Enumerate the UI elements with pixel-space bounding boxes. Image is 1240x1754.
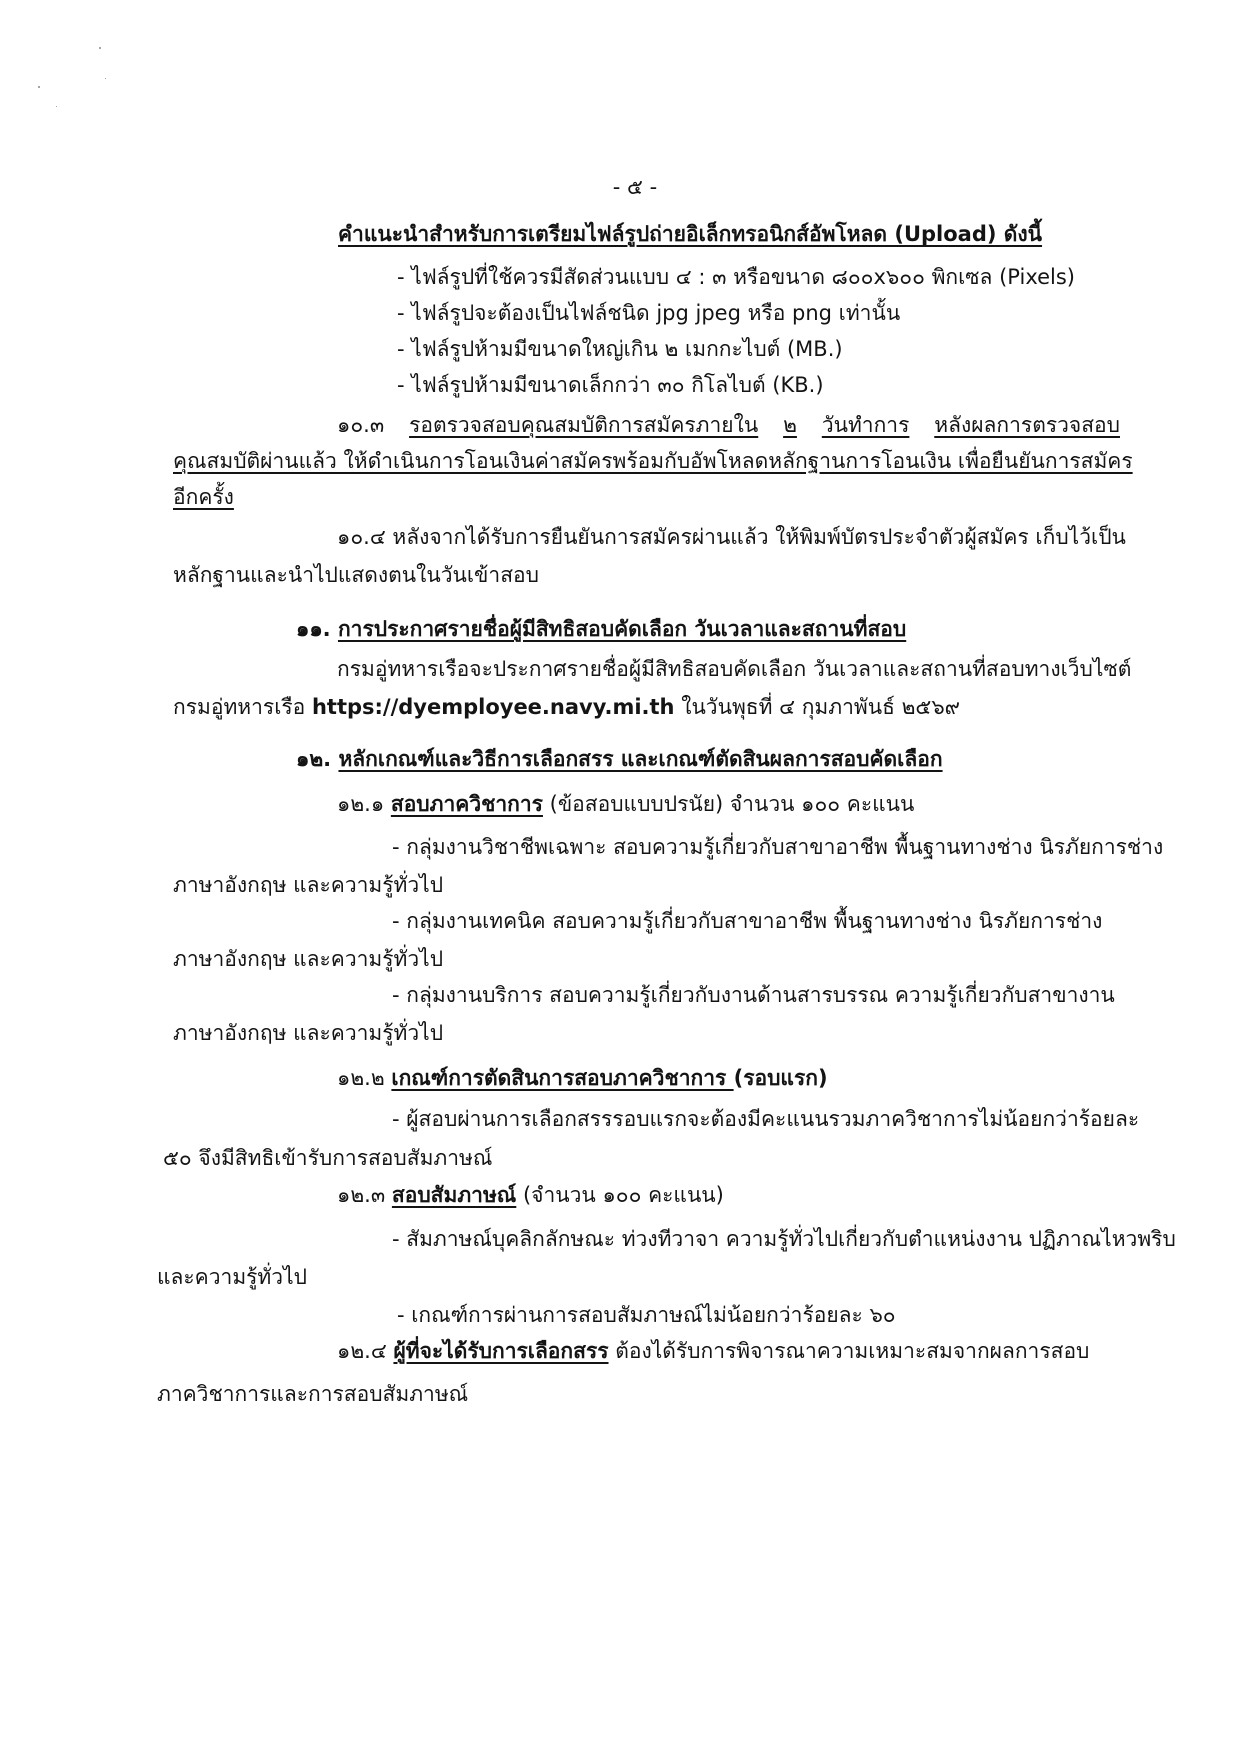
- section-number: ๑๐.๓: [337, 413, 385, 437]
- section-title: การประกาศรายชื่อผู้มีสิทธิสอบคัดเลือก วันเวลาและสถานที่สอบ: [337, 617, 907, 641]
- section-10-4-line2: หลักฐานและนำไปแสดงตนในวันเข้าสอบ: [173, 563, 539, 587]
- body-text: ในวันพุธที่ ๔ กุมภาพันธ์ ๒๕๖๙: [674, 695, 961, 719]
- upload-item: - ไฟล์รูปห้ามมีขนาดเล็กกว่า ๓๐ กิโลไบต์ (KB.): [397, 373, 824, 397]
- section-title: สอบสัมภาษณ์: [391, 1183, 517, 1207]
- list-item-cont: ภาษาอังกฤษ และความรู้ทั่วไป: [173, 1021, 444, 1045]
- list-item-cont: ภาษาอังกฤษ และความรู้ทั่วไป: [173, 873, 444, 897]
- list-item-cont: ๕๐ จึงมีสิทธิเข้ารับการสอบสัมภาษณ์: [163, 1146, 493, 1170]
- list-item: - กลุ่มงานบริการ สอบความรู้เกี่ยวกับงานด้านสารบรรณ ความรู้เกี่ยวกับสาขางาน: [392, 983, 1115, 1007]
- scan-speck: [105, 78, 106, 79]
- section-11-line2: [173, 692, 960, 722]
- section-number: ๑๒.๔: [337, 1339, 387, 1363]
- section-number: ๑๑.: [296, 617, 331, 641]
- scan-speck: [99, 47, 101, 49]
- list-item: - กลุ่มงานวิชาชีพเฉพาะ สอบความรู้เกี่ยวกับสาขาอาชีพ พื้นฐานทางช่าง นิรภัยการช่าง: [392, 835, 1164, 859]
- section-number: ๑๒.๒: [337, 1066, 385, 1090]
- list-item: - เกณฑ์การผ่านการสอบสัมภาษณ์ไม่น้อยกว่าร้อยละ ๖๐: [397, 1303, 896, 1327]
- list-item-cont: ภาษาอังกฤษ และความรู้ทั่วไป: [173, 947, 444, 971]
- section-10-4-line1: ๑๐.๔ หลังจากได้รับการยืนยันการสมัครผ่านแล้ว ให้พิมพ์บัตรประจำตัวผู้สมัคร เก็บไว้เป็น: [337, 525, 1126, 549]
- section-10-3-line1: [337, 410, 1120, 440]
- body-text: (จำนวน ๑๐๐ คะแนน): [516, 1183, 724, 1207]
- list-item: - สัมภาษณ์บุคลิกลักษณะ ท่วงทีวาจา ความรู้ทั่วไปเกี่ยวกับตำแหน่งงาน ปฏิภาณไหวพริบ: [392, 1227, 1176, 1251]
- scan-speck: [56, 106, 57, 107]
- section-11-line1: กรมอู่ทหารเรือจะประกาศรายชื่อผู้มีสิทธิสอบคัดเลือก วันเวลาและสถานที่สอบทางเว็บไซต์: [337, 657, 1132, 681]
- upload-heading: คำแนะนำสำหรับการเตรียมไฟล์รูปถ่ายอิเล็กทรอนิกส์อัพโหลด (Upload) ดังนี้: [338, 222, 1043, 246]
- section-title: สอบภาควิชาการ: [390, 792, 543, 816]
- section-number: ๑๒.๓: [337, 1183, 386, 1207]
- upload-item: - ไฟล์รูปจะต้องเป็นไฟล์ชนิด jpg jpeg หรือ png เท่านั้น: [397, 301, 901, 325]
- list-item-cont: และความรู้ทั่วไป: [157, 1265, 307, 1289]
- body-text: กรมอู่ทหารเรือ: [173, 695, 312, 719]
- section-title: หลักเกณฑ์และวิธีการเลือกสรร และเกณฑ์ตัดสินผลการสอบคัดเลือก: [338, 747, 943, 771]
- section-10-3-line2: คุณสมบัติผ่านแล้ว ให้ดำเนินการโอนเงินค่าสมัครพร้อมกับอัพโหลดหลักฐานการโอนเงิน เพื่อยืนยันการสมัคร: [173, 449, 1133, 473]
- upload-item: - ไฟล์รูปห้ามมีขนาดใหญ่เกิน ๒ เมกกะไบต์ (MB.): [397, 337, 843, 361]
- section-12-1-heading: [337, 789, 914, 819]
- page-number: - ๕ -: [612, 175, 658, 199]
- underlined-text: วันทำการ: [821, 413, 910, 437]
- section-11-heading: [296, 614, 906, 644]
- list-item: - ผู้สอบผ่านการเลือกสรรรอบแรกจะต้องมีคะแนนรวมภาควิชาการไม่น้อยกว่าร้อยละ: [392, 1107, 1140, 1131]
- section-12-4-line2: ภาควิชาการและการสอบสัมภาษณ์: [157, 1382, 469, 1406]
- upload-item: - ไฟล์รูปที่ใช้ควรมีสัดส่วนแบบ ๔ : ๓ หรือขนาด ๘๐๐x๖๐๐ พิกเซล (Pixels): [397, 265, 1075, 289]
- section-12-heading: [296, 744, 943, 774]
- website-url: https://dyemployee.navy.mi.th: [311, 695, 675, 719]
- section-12-2-heading: [337, 1063, 828, 1093]
- underlined-text: ๒: [783, 413, 797, 437]
- list-item: - กลุ่มงานเทคนิค สอบความรู้เกี่ยวกับสาขาอาชีพ พื้นฐานทางช่าง นิรภัยการช่าง: [392, 909, 1103, 933]
- body-text: (ข้อสอบแบบปรนัย) จำนวน ๑๐๐ คะแนน: [542, 792, 915, 816]
- body-text: ต้องได้รับการพิจารณาความเหมาะสมจากผลการสอบ: [608, 1339, 1090, 1363]
- section-title-suffix: (รอบแรก): [733, 1066, 828, 1090]
- section-title: เกณฑ์การตัดสินการสอบภาควิชาการ: [391, 1066, 734, 1090]
- section-title: ผู้ที่จะได้รับการเลือกสรร: [393, 1339, 609, 1363]
- underlined-text: รอตรวจสอบคุณสมบัติการสมัครภายใน: [409, 413, 759, 437]
- section-12-4-heading: [337, 1336, 1120, 1366]
- section-number: ๑๒.: [296, 747, 332, 771]
- section-10-3-line3: อีกครั้ง: [173, 485, 234, 509]
- section-12-3-heading: [337, 1180, 724, 1210]
- underlined-text: หลังผลการตรวจสอบ: [934, 413, 1120, 437]
- section-number: ๑๒.๑: [337, 792, 385, 816]
- scan-speck: [38, 86, 40, 88]
